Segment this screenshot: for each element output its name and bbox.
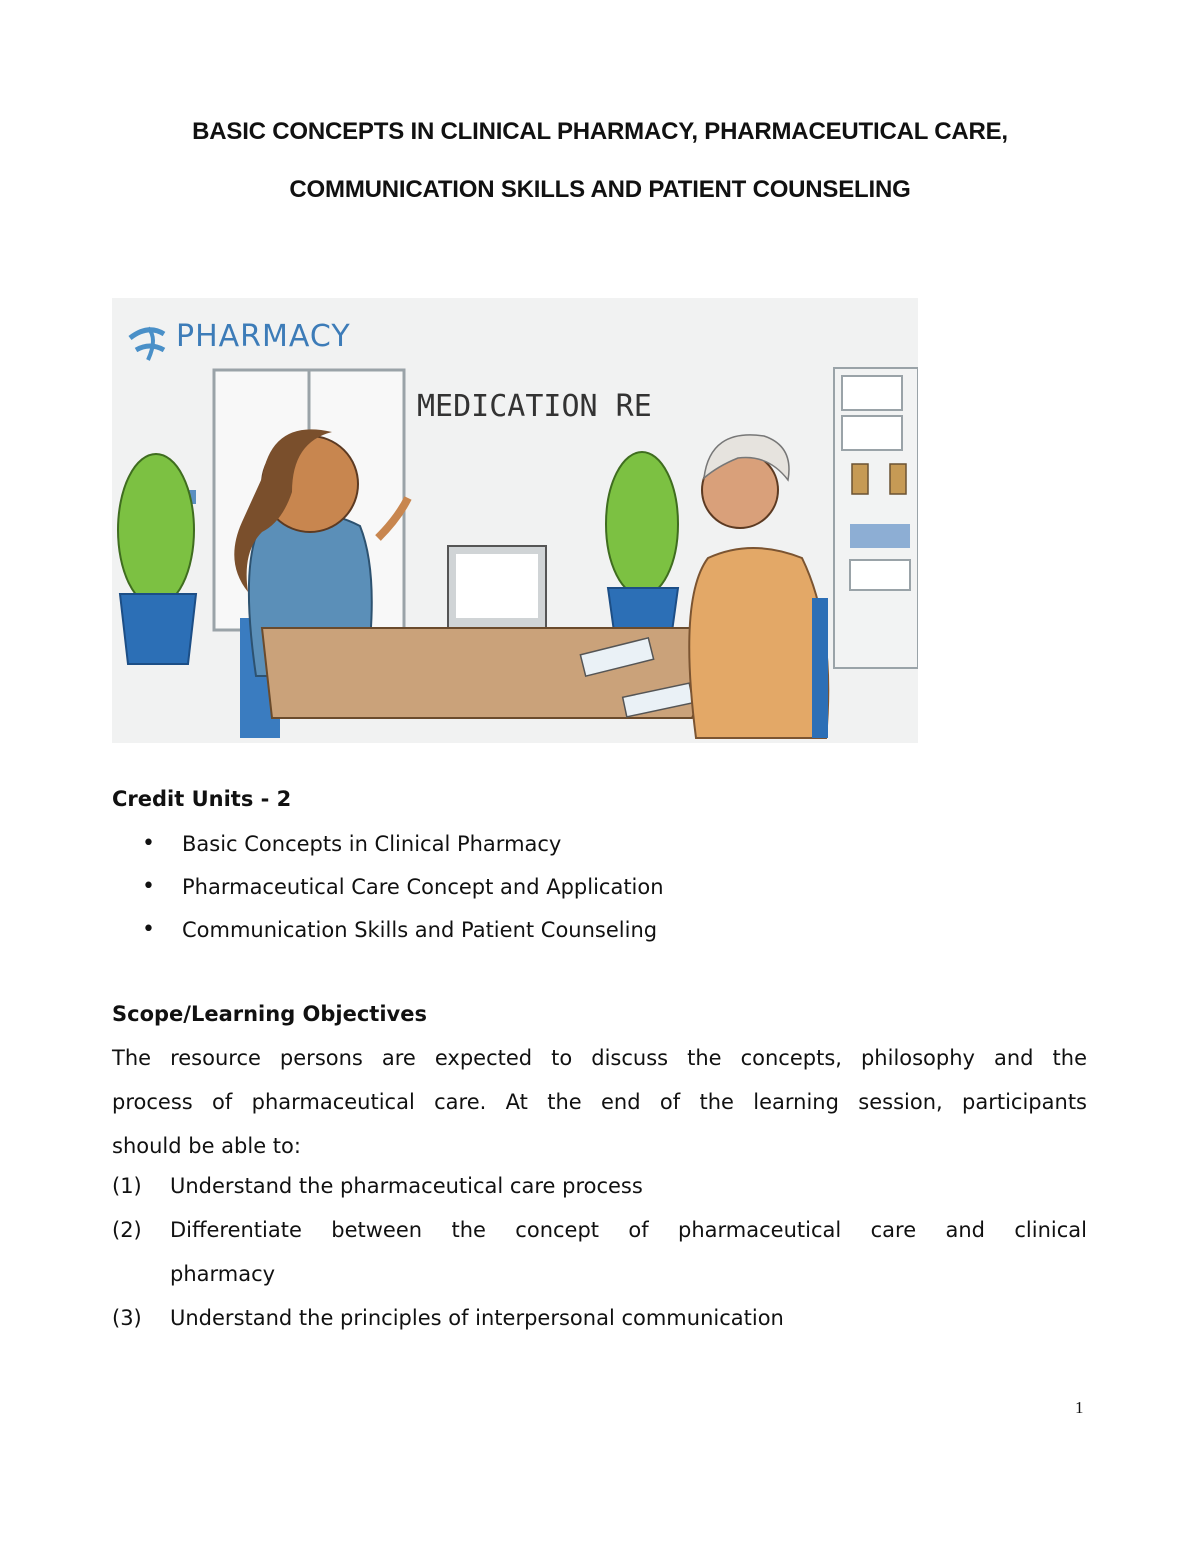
objective-number: (2): [112, 1218, 142, 1242]
credit-units-heading: Credit Units - 2: [112, 787, 292, 811]
medication-wall-text: MEDICATION RE: [417, 389, 652, 424]
paragraph-line: The resource persons are expected to discuss the concepts, philosophy and the: [112, 1046, 1087, 1070]
document-title-line-1: BASIC CONCEPTS IN CLINICAL PHARMACY, PHARMACEUTICAL CARE,: [192, 118, 1008, 145]
plant-right-icon: [606, 452, 678, 646]
list-item: • Pharmaceutical Care Concept and Application: [112, 871, 664, 914]
scope-heading: Scope/Learning Objectives: [112, 1002, 427, 1026]
scope-intro-paragraph: [112, 1036, 1087, 1168]
paragraph-line: should be able to:: [112, 1134, 301, 1158]
pharmacy-sign-text: PHARMACY: [176, 319, 351, 354]
credit-units-list: [112, 828, 664, 957]
list-item: • Communication Skills and Patient Counseling: [112, 914, 664, 957]
page-number: 1: [1075, 1398, 1084, 1417]
paragraph-line: process of pharmaceutical care. At the end of the learning session, participants: [112, 1090, 1087, 1114]
document-title-line-2: COMMUNICATION SKILLS AND PATIENT COUNSELING: [289, 176, 911, 203]
objective-text: Understand the pharmaceutical care process: [170, 1174, 643, 1198]
objective-number: (1): [112, 1174, 142, 1198]
objective-text: Understand the principles of interpersonal communication: [170, 1306, 784, 1330]
plant-left-icon: [118, 454, 196, 664]
pharmacy-counseling-illustration: [112, 298, 918, 743]
objective-number: (3): [112, 1306, 142, 1330]
objective-text: Differentiate between the concept of pharmaceutical care and clinical: [170, 1218, 1087, 1242]
objective-text: pharmacy: [170, 1262, 276, 1286]
list-item: • Basic Concepts in Clinical Pharmacy: [112, 828, 664, 871]
